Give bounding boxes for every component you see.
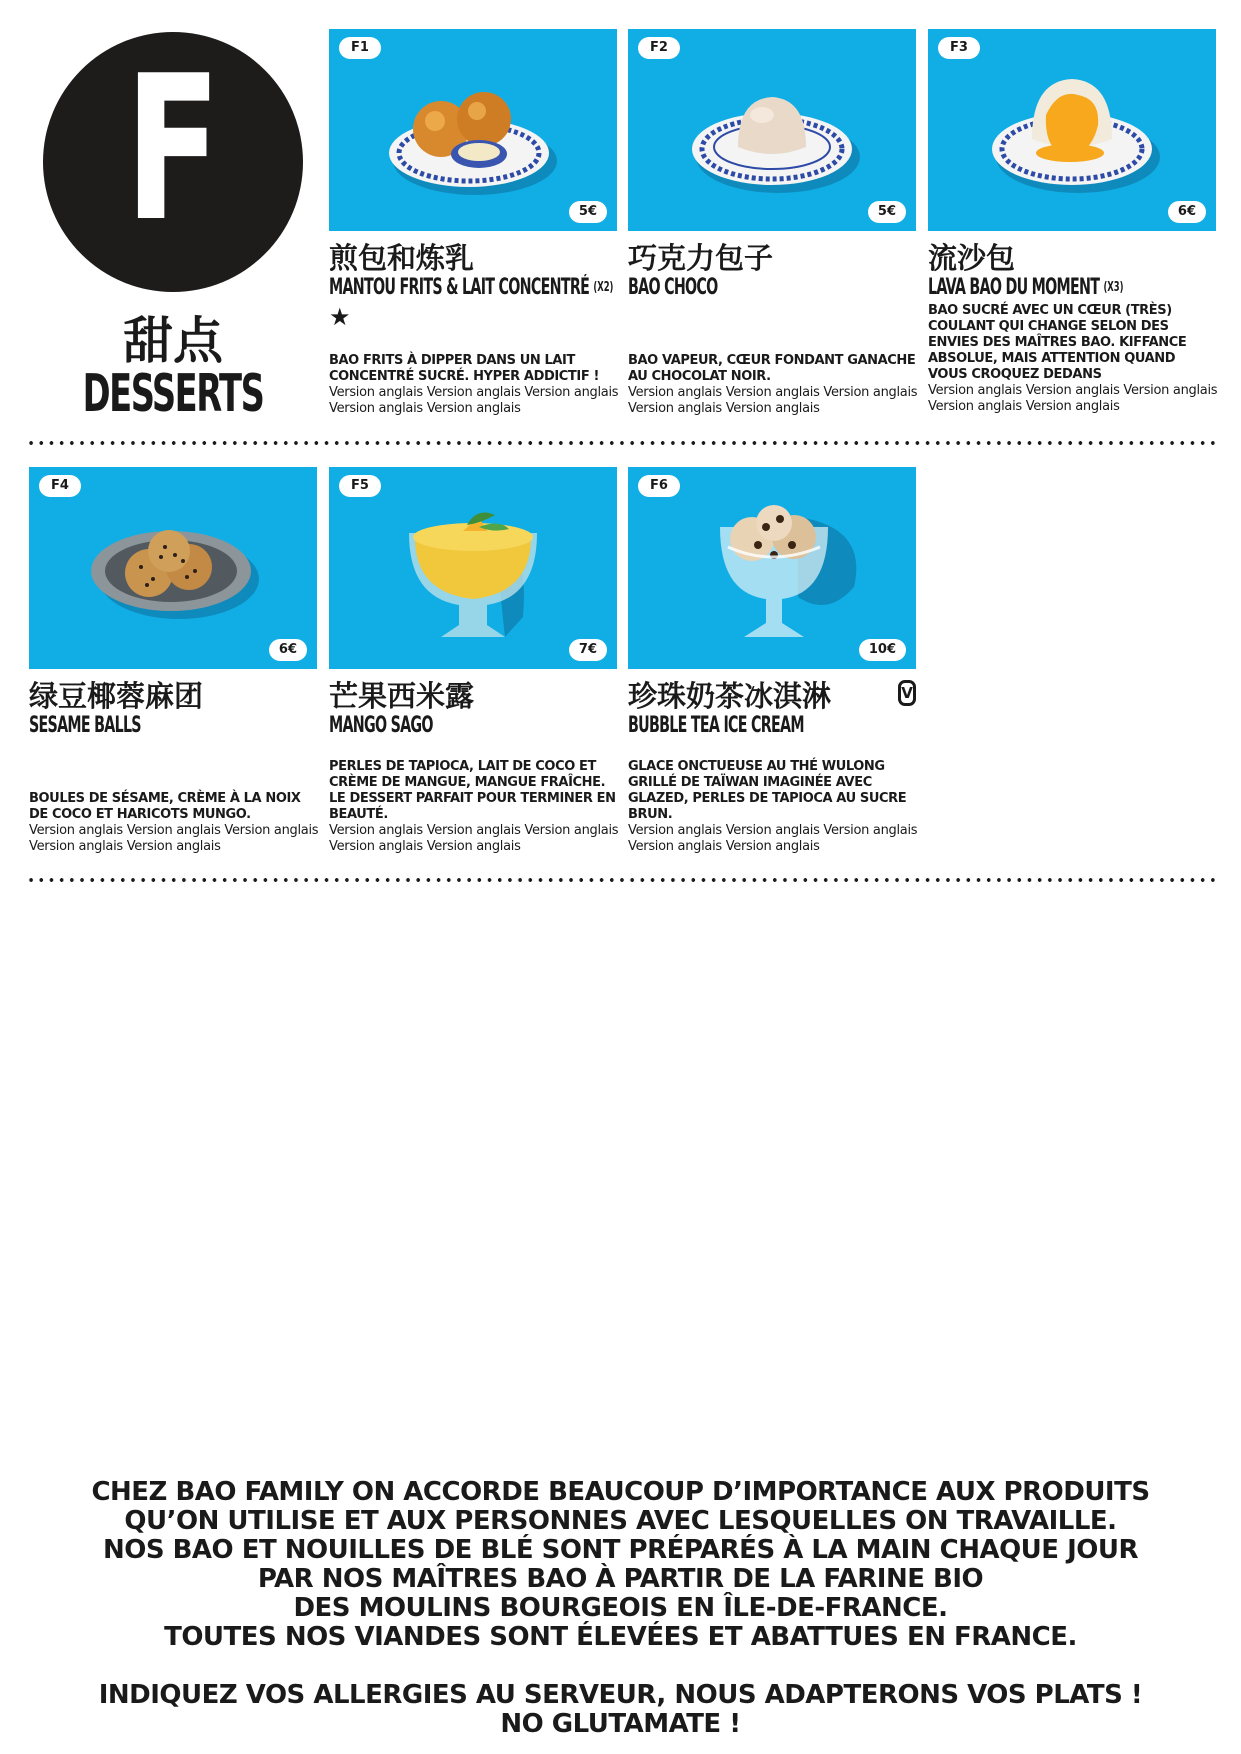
- footer-line: DES MOULINS BOURGEOIS EN ÎLE-DE-FRANCE.: [293, 1593, 948, 1623]
- item-description-fr: GLACE ONCTUEUSE AU THÉ WULONG GRILLÉ DE TAÏWAN IMAGINÉE AVEC GLAZED, PERLES DE TAPIOCA AU SUCRE BRUN.: [628, 759, 907, 822]
- item-description-fr: BOULES DE SÉSAME, CRÈME À LA NOIX DE COCO ET HARICOTS MUNGO.: [29, 791, 301, 822]
- item-description: [329, 759, 619, 855]
- item-name-zh: 流沙包: [928, 241, 1016, 275]
- item-description-en: Version anglais Version anglais Version anglais Version anglais Version anglais: [329, 385, 619, 416]
- item-price-badge: 6€: [1168, 201, 1206, 223]
- footer-line: CHEZ BAO FAMILY ON ACCORDE BEAUCOUP D’IMPORTANCE AUX PRODUITS: [91, 1477, 1150, 1507]
- section-title-fr: DESSERTS: [82, 364, 264, 424]
- item-code-badge: F5: [339, 475, 381, 497]
- item-description-fr: BAO VAPEUR, CŒUR FONDANT GANACHE AU CHOCOLAT NOIR.: [628, 353, 916, 384]
- item-price-badge: 5€: [868, 201, 906, 223]
- menu-item-f2[interactable]: [628, 29, 916, 424]
- item-description: [928, 303, 1218, 415]
- mango-sago-cup-icon: [329, 467, 617, 669]
- item-description-fr: BAO SUCRÉ AVEC UN CŒUR (TRÈS) COULANT QUI CHANGE SELON DES ENVIES DES MAÎTRES BAO. KIFFANCE ABSOLUE, MAIS ATTENTION QUAND VOUS CROQUEZ DEDANS: [928, 303, 1187, 382]
- item-code-badge: F6: [638, 475, 680, 497]
- item-description-fr: PERLES DE TAPIOCA, LAIT DE COCO ET CRÈME DE MANGUE, MANGUE FRAÎCHE. LE DESSERT PARFAIT POUR TERMINER EN BEAUTÉ.: [329, 759, 616, 822]
- sesame-balls-plate-icon: [29, 467, 317, 669]
- item-photo: [329, 467, 617, 669]
- star-icon: ★: [329, 303, 351, 331]
- divider-dotted: [26, 441, 1216, 445]
- footer-line: QU’ON UTILISE ET AUX PERSONNES AVEC LESQUELLES ON TRAVAILLE.: [124, 1506, 1117, 1536]
- item-photo: [628, 29, 916, 231]
- menu-item-f1[interactable]: [329, 29, 617, 424]
- divider-dotted: [26, 878, 1216, 882]
- item-name-zh: 珍珠奶茶冰淇淋: [628, 679, 832, 713]
- lava-bao-plate-icon: [928, 29, 1216, 231]
- item-description-en: Version anglais Version anglais Version anglais Version anglais Version anglais: [29, 823, 319, 854]
- item-name-fr: BAO CHOCO: [628, 275, 718, 300]
- footer-statement: [40, 1478, 1201, 1739]
- item-description: [29, 791, 319, 855]
- footer-line: TOUTES NOS VIANDES SONT ÉLEVÉES ET ABATTUES EN FRANCE.: [164, 1622, 1077, 1652]
- item-name-fr: LAVA BAO DU MOMENT: [928, 275, 1100, 300]
- item-photo: [928, 29, 1216, 231]
- item-price-badge: 5€: [569, 201, 607, 223]
- menu-item-f5[interactable]: [329, 467, 617, 862]
- item-description-en: Version anglais Version anglais Version anglais Version anglais Version anglais: [628, 385, 918, 416]
- section-badge: [43, 32, 303, 292]
- item-description-en: Version anglais Version anglais Version anglais Version anglais Version anglais: [329, 823, 619, 854]
- item-description: [628, 759, 918, 855]
- allergy-notice: INDIQUEZ VOS ALLERGIES AU SERVEUR, NOUS ADAPTERONS VOS PLATS !: [98, 1680, 1143, 1710]
- fried-mantou-plate-icon: [329, 29, 617, 231]
- item-photo: [628, 467, 916, 669]
- footer-line: PAR NOS MAÎTRES BAO À PARTIR DE LA FARINE BIO: [257, 1564, 984, 1594]
- menu-item-f3[interactable]: [928, 29, 1216, 424]
- item-name-zh: 巧克力包子: [628, 241, 774, 275]
- item-photo: [329, 29, 617, 231]
- item-quantity: (X2): [593, 280, 614, 295]
- menu-item-f6[interactable]: [628, 467, 916, 862]
- item-description-fr: BAO FRITS À DIPPER DANS UN LAIT CONCENTRÉ SUCRÉ. HYPER ADDICTIF !: [329, 353, 599, 384]
- item-price-badge: 6€: [269, 639, 307, 661]
- item-code-badge: F2: [638, 37, 680, 59]
- item-description-en: Version anglais Version anglais Version anglais Version anglais Version anglais: [628, 823, 918, 854]
- item-code-badge: F1: [339, 37, 381, 59]
- item-name-fr: MANTOU FRITS & LAIT CONCENTRÉ: [329, 275, 590, 300]
- menu-item-f4[interactable]: [29, 467, 317, 862]
- item-description: [628, 353, 918, 417]
- no-glutamate-notice: NO GLUTAMATE !: [500, 1709, 741, 1739]
- item-name-fr: BUBBLE TEA ICE CREAM: [628, 713, 804, 738]
- item-description: [329, 353, 619, 417]
- item-quantity: (X3): [1103, 280, 1124, 295]
- item-name-zh: 绿豆椰蓉麻团: [29, 679, 204, 713]
- item-name-fr: SESAME BALLS: [29, 713, 141, 738]
- item-code-badge: F4: [39, 475, 81, 497]
- section-title-zh: 甜点: [123, 311, 223, 370]
- section-letter: F: [125, 33, 221, 266]
- steamed-bao-plate-icon: [628, 29, 916, 231]
- item-photo: [29, 467, 317, 669]
- item-price-badge: 7€: [569, 639, 607, 661]
- item-name-zh: 煎包和炼乳: [329, 241, 475, 275]
- item-price-badge: 10€: [859, 639, 906, 661]
- item-description-en: Version anglais Version anglais Version anglais Version anglais Version anglais: [928, 383, 1218, 414]
- item-code-badge: F3: [938, 37, 980, 59]
- vegetarian-badge: V: [898, 680, 916, 706]
- item-name-fr: MANGO SAGO: [329, 713, 433, 738]
- item-name-zh: 芒果西米露: [329, 679, 475, 713]
- footer-line: NOS BAO ET NOUILLES DE BLÉ SONT PRÉPARÉS À LA MAIN CHAQUE JOUR: [102, 1535, 1139, 1565]
